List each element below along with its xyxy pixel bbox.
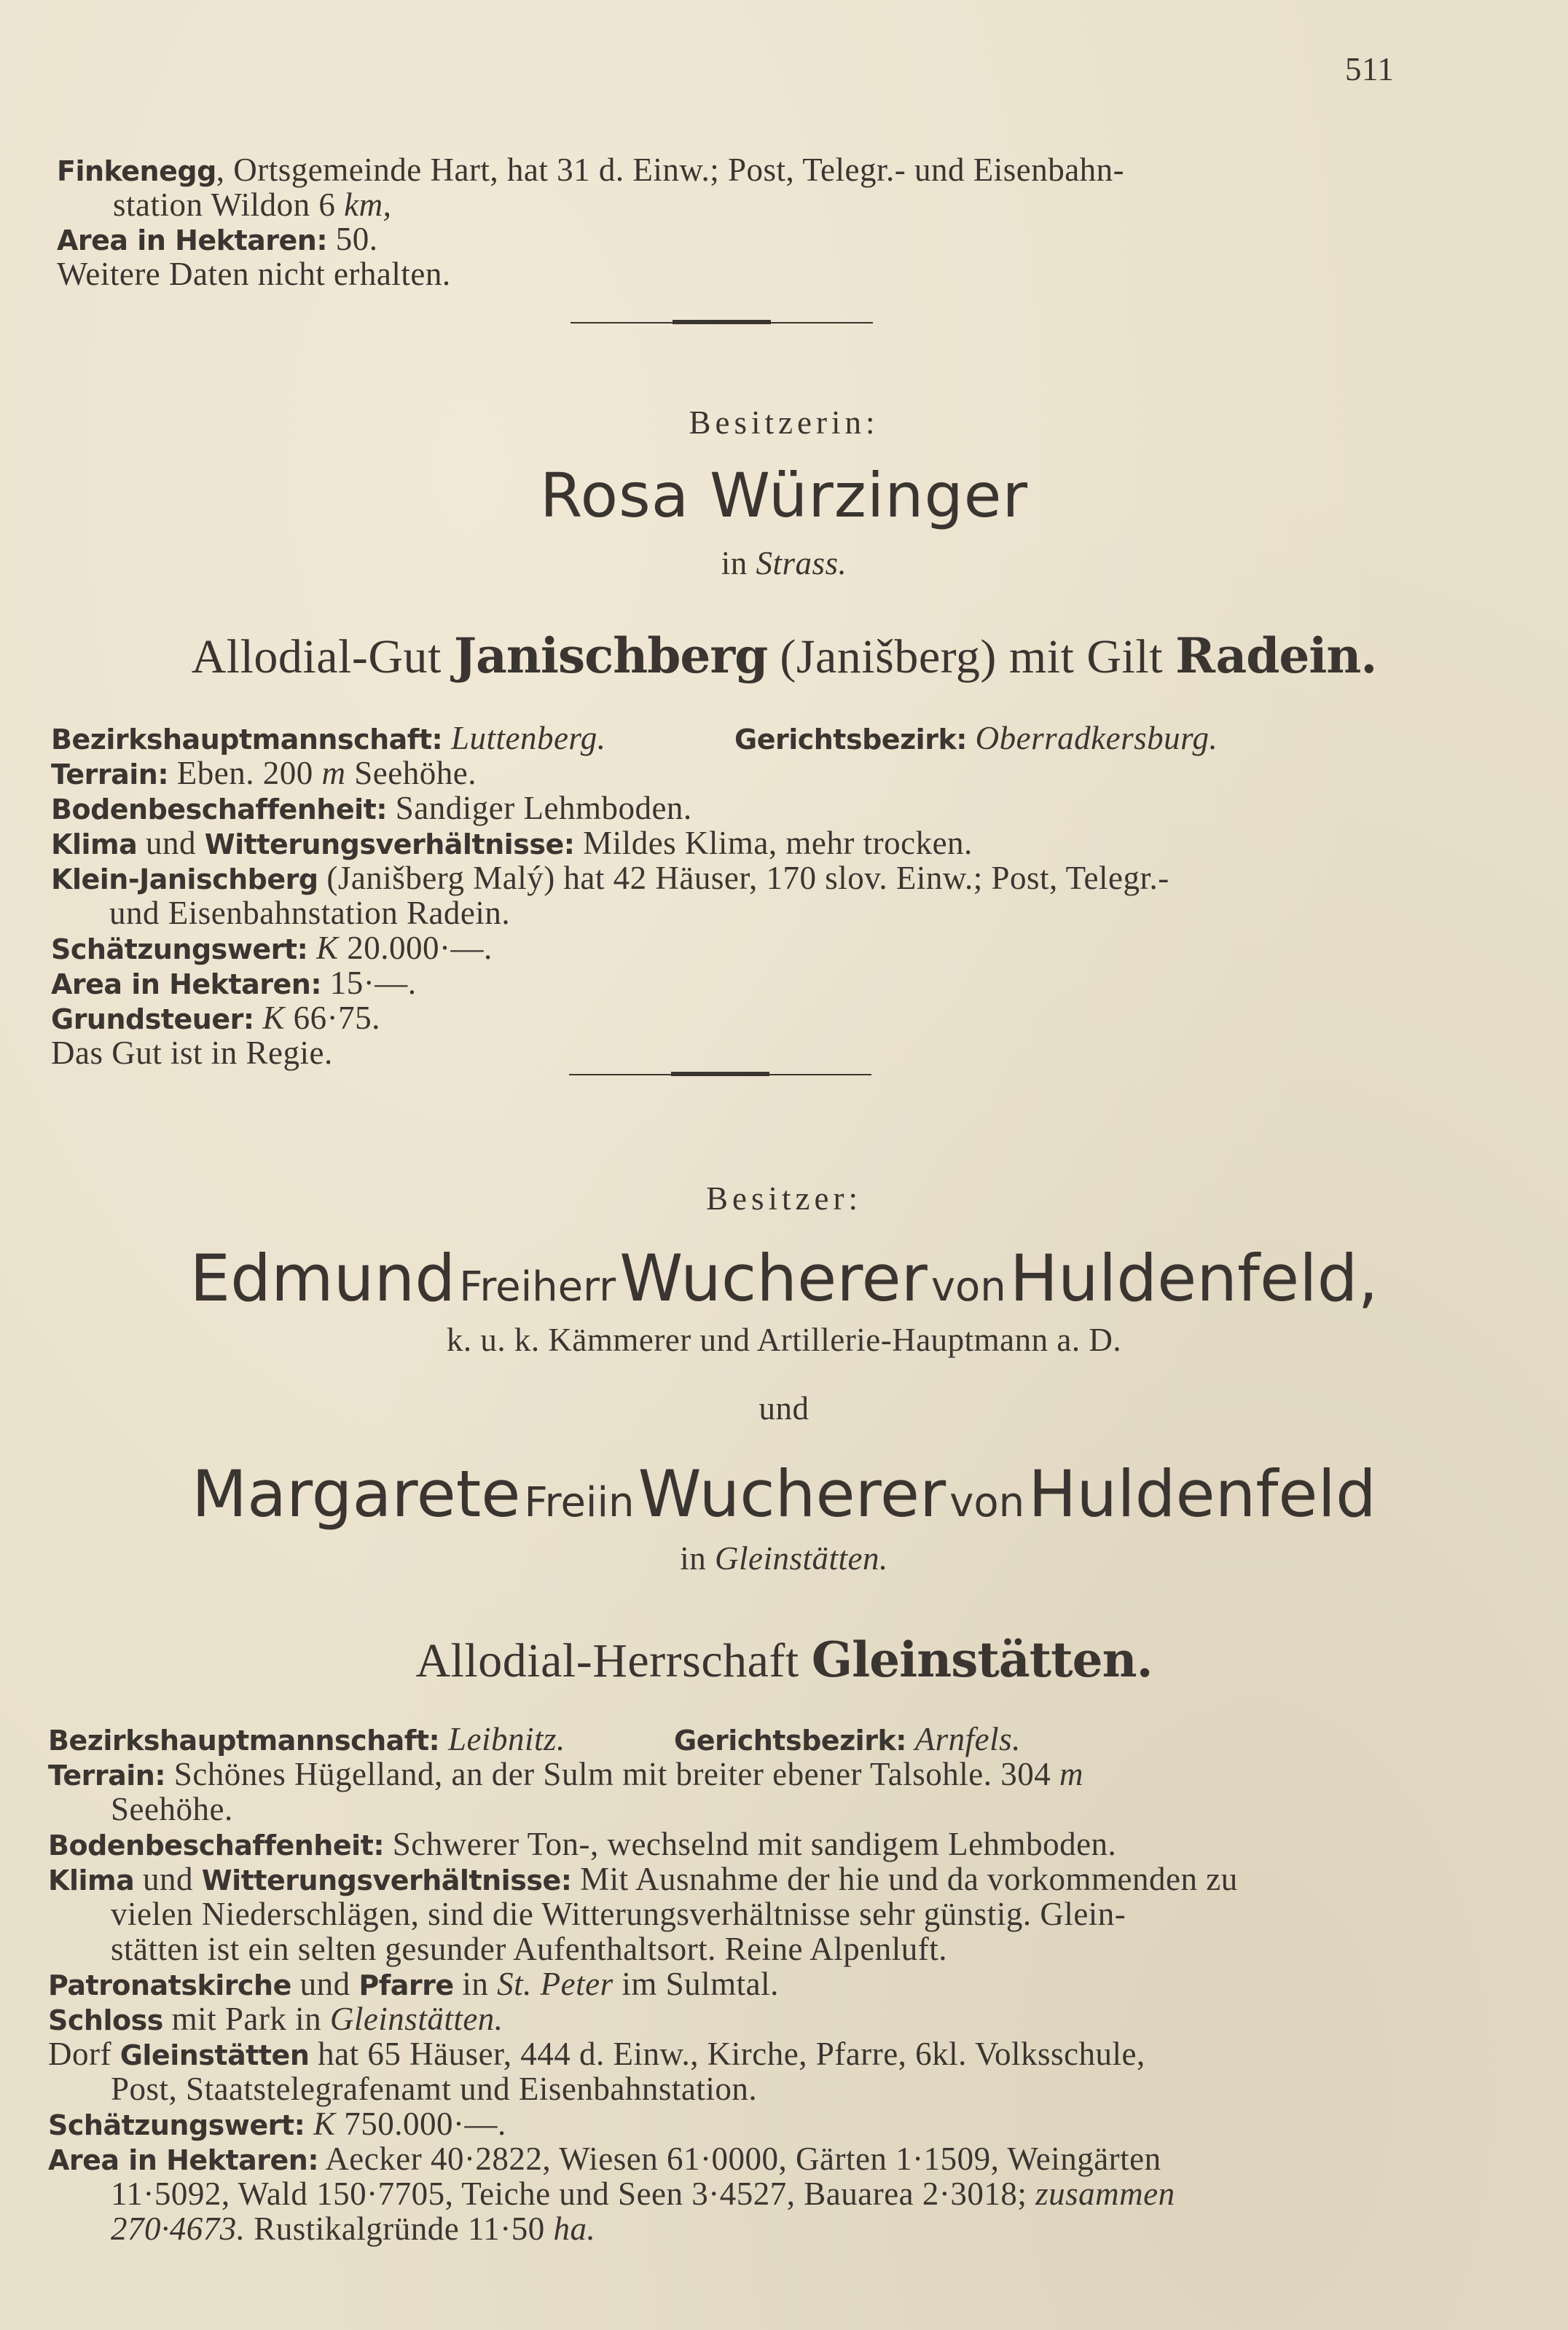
- bezirkshauptmannschaft: Bezirkshauptmannschaft: Luttenberg.: [51, 720, 606, 756]
- finkenegg-note: Weitere Daten nicht erhalten.: [57, 256, 451, 292]
- page-number: 511: [1345, 51, 1395, 87]
- area-line-3: 270·4673. Rustikalgründe 11·50 ha.: [111, 2211, 596, 2247]
- finkenegg-area: Area in Hektaren: 50.: [57, 221, 378, 257]
- schaetzungswert: Schätzungswert: K 750.000·—.: [48, 2106, 506, 2142]
- owner-1-description: k. u. k. Kämmerer und Artillerie-Hauptmann a. D.: [446, 1322, 1122, 1358]
- finkenegg-line-1: Finkenegg, Ortsgemeinde Hart, hat 31 d. Einw.; Post, Telegr.- und Eisenbahn-: [57, 152, 1125, 188]
- gerichtsbezirk: Gerichtsbezirk: Oberradkersburg.: [734, 720, 1218, 756]
- owner-name: Rosa Würzinger: [540, 460, 1028, 531]
- dorf-line-2: Post, Staatstelegrafenamt und Eisenbahnstation.: [111, 2071, 758, 2107]
- bodenbeschaffenheit: Bodenbeschaffenheit: Sandiger Lehmboden.: [51, 790, 692, 826]
- area-line-2: 11·5092, Wald 150·7705, Teiche und Seen 3·4527, Bauarea 2·3018; zusammen: [111, 2176, 1175, 2212]
- schloss: Schloss mit Park in Gleinstätten.: [48, 2001, 503, 2037]
- klima-line-3: stätten ist ein selten gesunder Aufenthaltsort. Reine Alpenluft.: [111, 1931, 948, 1967]
- klima-line-2: vielen Niederschlägen, sind die Witterungsverhältnisse sehr günstig. Glein-: [111, 1896, 1126, 1932]
- finkenegg-line-2: station Wildon 6 km,: [113, 187, 392, 223]
- owner-location: in Gleinstätten.: [680, 1540, 888, 1577]
- estate-title: Allodial-Gut Janischberg (Janišberg) mit Gilt Radein.: [191, 627, 1377, 684]
- gerichtsbezirk: Gerichtsbezirk: Arnfels.: [674, 1721, 1021, 1757]
- regie-note: Das Gut ist in Regie.: [51, 1035, 333, 1071]
- owner-role: Besitzer:: [706, 1180, 862, 1217]
- terrain: Terrain: Schönes Hügelland, an der Sulm mit breiter ebener Talsohle. 304 m: [48, 1756, 1084, 1792]
- finkenegg-name: Finkenegg: [57, 155, 216, 187]
- bodenbeschaffenheit: Bodenbeschaffenheit: Schwerer Ton-, wechselnd mit sandigem Lehmboden.: [48, 1826, 1117, 1862]
- owner-1-name: Edmund Freiherr Wucherer von Huldenfeld,: [189, 1241, 1379, 1316]
- conjunction-und: und: [758, 1390, 810, 1427]
- owner-2-name: Margarete Freiin Wucherer von Huldenfeld: [192, 1456, 1376, 1531]
- patronatskirche: Patronatskirche und Pfarre in St. Peter im Sulmtal.: [48, 1966, 779, 2002]
- terrain: Terrain: Eben. 200 m Seehöhe.: [51, 755, 477, 791]
- owner-role: Besitzerin:: [689, 404, 879, 441]
- owner-location: in Strass.: [721, 545, 847, 581]
- area: Area in Hektaren: 15·—.: [51, 965, 417, 1001]
- area: Area in Hektaren: Aecker 40·2822, Wiesen 61·0000, Gärten 1·1509, Weingärten: [48, 2141, 1161, 2177]
- klima: Klima und Witterungsverhältnisse: Mit Ausnahme der hie und da vorkommenden zu: [48, 1861, 1238, 1897]
- klein-janischberg: Klein-Janischberg (Janišberg Malý) hat 42 Häuser, 170 slov. Einw.; Post, Telegr.-: [51, 860, 1169, 896]
- schaetzungswert: Schätzungswert: K 20.000·—.: [51, 930, 493, 966]
- bezirkshauptmannschaft: Bezirkshauptmannschaft: Leibnitz.: [48, 1721, 565, 1757]
- klein-janischberg-line-2: und Eisenbahnstation Radein.: [109, 895, 511, 931]
- grundsteuer: Grundsteuer: K 66·75.: [51, 1000, 380, 1036]
- terrain-line-2: Seehöhe.: [111, 1791, 233, 1827]
- dorf: Dorf Gleinstätten hat 65 Häuser, 444 d. Einw., Kirche, Pfarre, 6kl. Volksschule,: [48, 2036, 1145, 2072]
- klima: Klima und Witterungsverhältnisse: Mildes Klima, mehr trocken.: [51, 825, 973, 861]
- estate-title: Allodial-Herrschaft Gleinstätten.: [415, 1631, 1153, 1688]
